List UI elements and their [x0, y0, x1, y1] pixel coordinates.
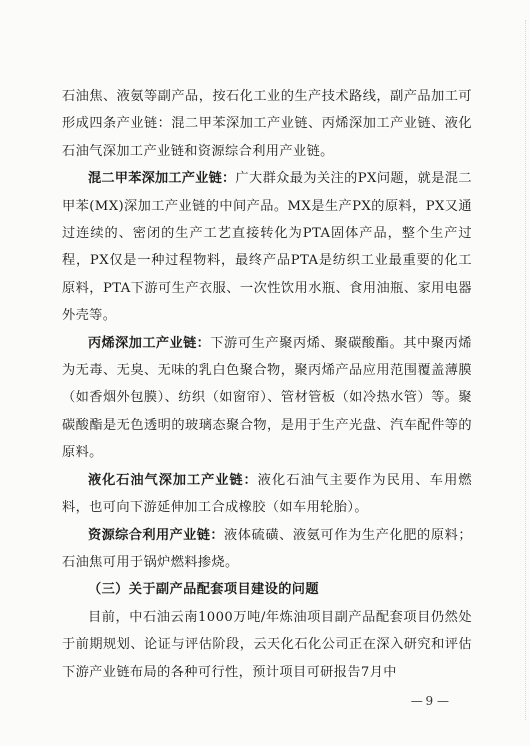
page-edge-mark [519, 20, 526, 720]
paragraph-propylene-chain [62, 330, 472, 467]
paragraph-mx-chain-lead: 混二甲苯深加工产业链： [88, 171, 236, 187]
paragraph-resource-chain-lead: 资源综合利用产业链： [88, 527, 224, 543]
paragraph-propylene-chain-text: 下游可生产聚丙烯、聚碳酸酯。其中聚丙烯为无毒、无臭、无味的乳白色聚合物，聚丙烯产品应用范围覆盖薄膜（如香烟外包膜）、纺织（如窗帘）、管材管板（如冷热水管）等。聚碳酸酯是无色透明的玻璃态聚合物，是用于生产光盘、汽车配件等的原料。 [62, 335, 472, 461]
paragraph-final [62, 604, 472, 686]
page-number-value: 9 [425, 694, 434, 708]
paragraph-mx-chain [62, 165, 472, 329]
page-number [411, 694, 448, 708]
paragraph-lpg-chain-lead: 液化石油气深加工产业链： [88, 472, 258, 488]
paragraph-lpg-chain [62, 467, 472, 522]
paragraph-propylene-chain-lead: 丙烯深加工产业链： [88, 335, 211, 351]
paragraph-resource-chain [62, 522, 472, 577]
document-body [62, 83, 472, 686]
paragraph-intro-text: 石油焦、液氨等副产品，按石化工业的生产技术路线，副产品加工可形成四条产业链：混二甲苯深加工产业链、丙烯深加工产业链、液化石油气深加工产业链和资源综合利用产业链。 [62, 89, 472, 159]
paragraph-final-text: 目前，中石油云南1000万吨/年炼油项目副产品配套项目仍然处于前期规划、论证与评估阶段，云天化石化公司正在深入研究和评估下游产业链布局的各种可行性，预计项目可研报告7月中 [62, 609, 472, 680]
page-number-dash-right: — [437, 694, 448, 708]
paragraph-resource-chain-text: 液体硫磺、液氨可作为生产化肥的原料；石油焦可用于锅炉燃料掺烧。 [62, 527, 473, 570]
page-number-dash-left: — [410, 694, 422, 708]
paragraph-intro [62, 83, 472, 165]
section-heading: （三）关于副产品配套项目建设的问题 [88, 582, 319, 598]
paragraph-lpg-chain-text: 液化石油气主要作为民用、车用燃料，也可向下游延伸加工合成橡胶（如车用轮胎）。 [62, 472, 472, 516]
paragraph-mx-chain-text: 广大群众最为关注的PX问题，就是混二甲苯(MX)深加工产业链的中间产品。MX是生产PX的原料，PX又通过连续的、密闭的生产工艺直接转化为PTA固体产品，整个生产过程，PX仅是一种过程物料，最终产品PTA是纺织工业最重要的化工原料，PTA下游可生产衣服、一次性饮用水瓶、食用油瓶、家用电器外壳等。 [62, 171, 472, 324]
